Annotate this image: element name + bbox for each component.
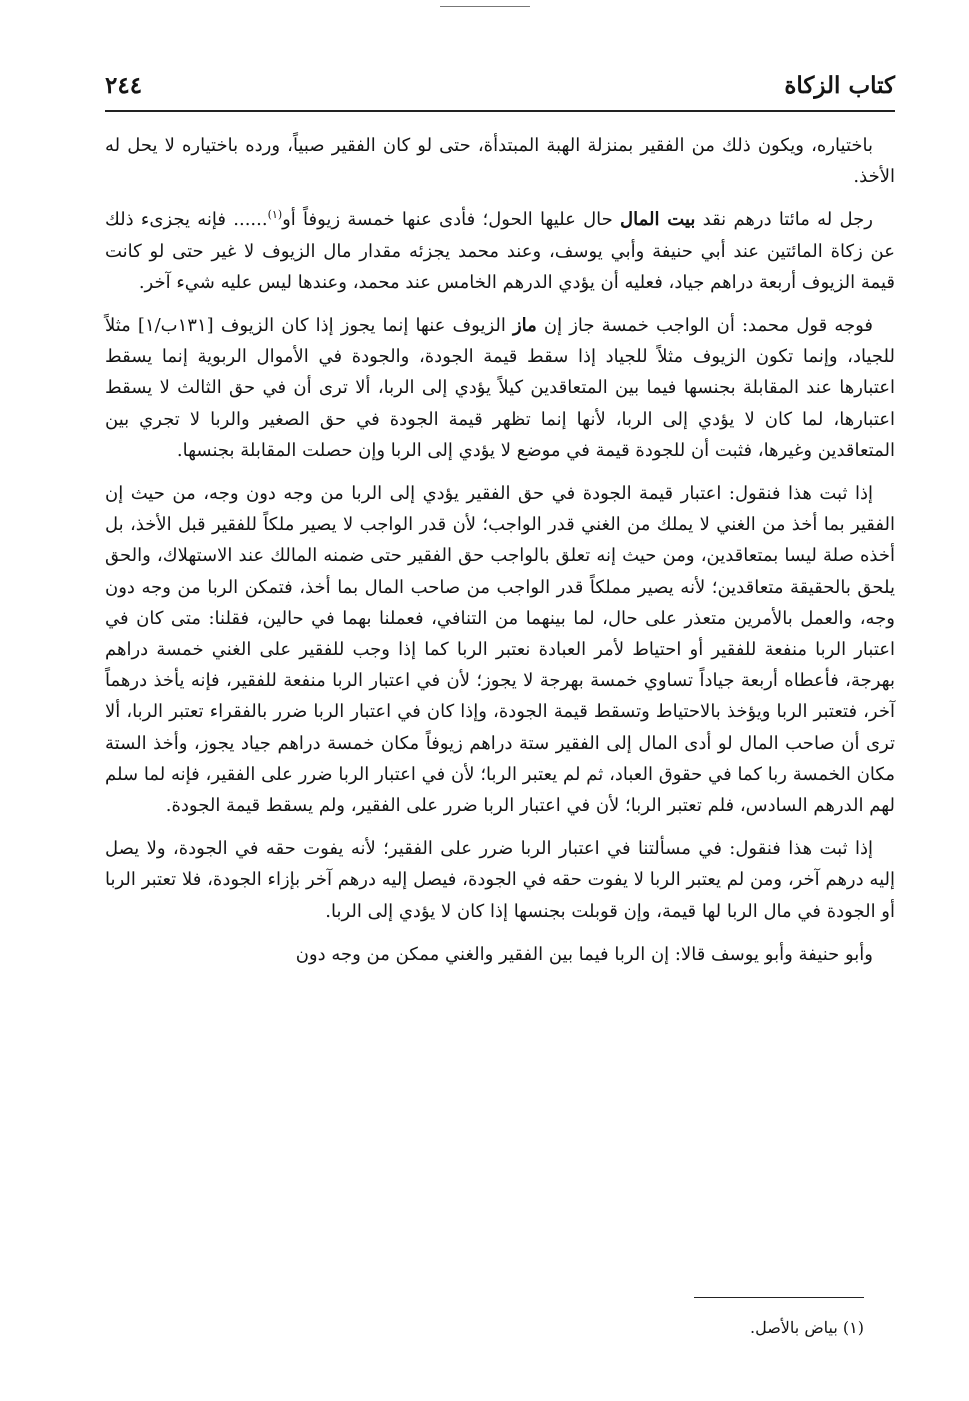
footnote-text: بياض بالأصل.	[749, 1318, 838, 1337]
paragraph	[105, 478, 895, 821]
paragraph-text: رجل له مائتا درهم نقد	[695, 209, 873, 231]
page-number: ٢٤٤	[105, 72, 143, 99]
paragraph	[105, 833, 895, 927]
emphasized-term: بيت المال	[620, 209, 696, 231]
chapter-title: كتاب الزكاة	[784, 72, 895, 99]
paragraph-text: فوجه قول محمد: أن الواجب خمسة جاز إن	[536, 315, 873, 337]
footnote	[464, 1316, 864, 1340]
paragraph	[105, 939, 895, 970]
paragraph	[105, 204, 895, 298]
emphasized-term: ماز	[512, 315, 537, 337]
footnote-rule	[694, 1297, 864, 1298]
paragraph-text: وأبو حنيفة وأبو يوسف قالا: إن الربا فيما بين الفقير والغني ممكن من وجه دون	[295, 943, 873, 965]
footnote-reference: (١)	[267, 208, 283, 222]
paragraph	[105, 310, 895, 466]
page-body	[105, 130, 895, 970]
page-header	[105, 66, 895, 106]
header-rule	[105, 110, 895, 112]
footnote-marker: (١)	[842, 1318, 864, 1337]
top-decorative-rule	[440, 6, 530, 7]
paragraph-text: إذا ثبت هذا فنقول: اعتبار قيمة الجودة في حق الفقير يؤدي إلى الربا من وجه دون وجه، من حيث إن الفقير بما أخذ من الغني لا يملك من الغني قدر الواجب؛ لأن قدر الواجب لا يصير ملكاً للفقير قبل الأخذ، بل أخذه صلة ليسا بمتعاقدين، ومن حيث إنه تعلق بالواجب حق الفقير حتى ضمنه المالك عند الاستهلاك، والحق يلحق بالحقيقة متعاقدين؛ لأنه يصير مملكاً قدر الواجب من صاحب المال بما أخذ، فتمكن الربا من وجه دون وجه، والعمل بالأمرين متعذر على حال، لما بينهما من التنافي، فعملنا بهما في حالين، فقلنا: متى كان في اعتبار الربا منفعة للفقير أو احتياط لأمر العبادة نعتبر الربا كما إذا وجب للفقير على الغني خمسة دراهم بهرجة، فأعطاه أربعة جياداً تساوي خمسة بهرجة لا يجوز؛ لأن في اعتبار الربا منفعة للفقير، فإنه يأخذ درهماً آخر، فتعتبر الربا ويؤخذ بالاحتياط وتسقط قيمة الجودة، وإذا كان في اعتبار الربا ضرر بالفقراء تعتبر الربا، ألا ترى أن صاحب المال لو أدى المال إلى الفقير ستة دراهم زيوفاً مكان خمسة دراهم جياد يجوز، وأخذ الستة مكان الخمسة ربا كما في حقوق العباد، ثم لم يعتبر الربا؛ لأن في اعتبار الربا ضرر على الفقير، فإنه لما سلم لهم الدرهم السادس، فلم تعتبر الربا؛ لأن في اعتبار الربا ضرر على الفقير، ولم يسقط قيمة الجودة.	[105, 483, 896, 817]
paragraph	[105, 130, 895, 192]
paragraph-text: ...... فإنه يجزىء ذلك عن زكاة المائتين عند أبي حنيفة وأبي يوسف، وعند محمد يجزئه مقدار مال الزيوف لا غير حتى لو كانت قيمة الزيوف أربعة دراهم جياد، فعليه أن يؤدي الدرهم الخامس عند محمد، وعندها ليس عليه شيء آخر.	[105, 209, 895, 293]
paragraph-text: باختياره، ويكون ذلك من الفقير بمنزلة الهبة المبتدأة، حتى لو كان الفقير صبياً، ورده باختياره لا يحل له الأخذ.	[105, 135, 895, 188]
paragraph-text: الزيوف عنها إنما يجوز إذا كان الزيوف [١٣١ب/١] مثلاً للجياد، وإنما تكون الزيوف مثلاً للجياد إذا سقط قيمة الجودة، والجودة في الأموال الربوية إنما يسقط اعتبارها عند المقابلة بجنسها فيما بين المتعاقدين كيلاً يؤدي إلى الربا، ألا ترى أن في حق الثالث لا يسقط اعتبارها، لما كان لا يؤدي إلى الربا، لأنها إنما تظهر قيمة الجودة في حق الصغير والربا لا تجري بين المتعاقدين وغيرها، فثبت أن للجودة قيمة في موضع لا يؤدي إلى الربا وإن حصلت المقابلة بجنسها.	[105, 315, 896, 461]
paragraph-text: إذا ثبت هذا فنقول: في مسألتنا في اعتبار الربا ضرر على الفقير؛ لأنه يفوت حقه في الجودة، ولا يصل إليه درهم آخر، ومن لم يعتبر الربا لا يفوت حقه في الجودة، فيصل إليه درهم آخر بإزاء الجودة، فلا تعتبر الربا أو الجودة في مال الربا لها قيمة، وإن قوبلت بجنسها إذا كان لا يؤدي إلى الربا.	[105, 838, 895, 922]
paragraph-text: حال عليها الحول؛ فأدى عنها خمسة زيوفاً أو	[282, 209, 621, 231]
